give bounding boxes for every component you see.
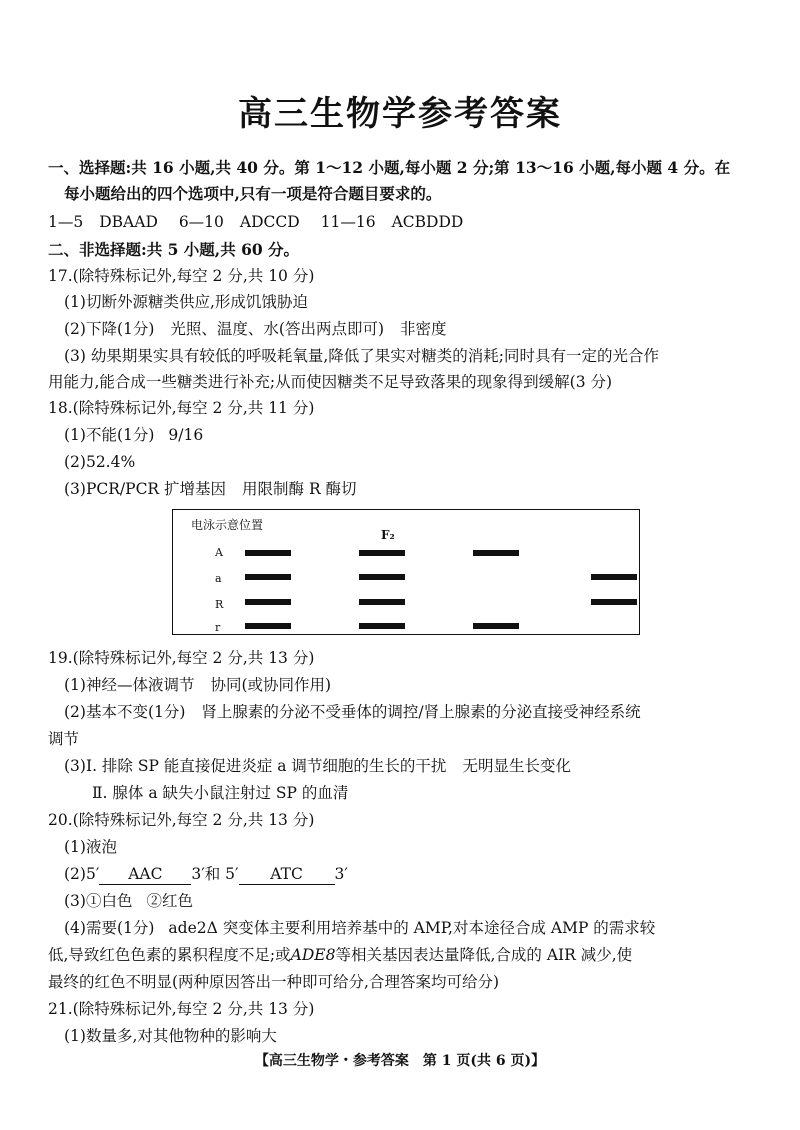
q20-answer-4-line2 [48, 945, 632, 965]
q21-header: 21.(除特殊标记外,每空 2 分,共 13 分) [48, 1000, 315, 1018]
q20-a4-part2: ade2Δ 突变体主要利用培养基中的 AMP,对本途径合成 AMP 的需求较 [168, 919, 656, 937]
q19-header: 19.(除特殊标记外,每空 2 分,共 13 分) [48, 649, 315, 667]
q19-a3-part1: (3)Ⅰ. 排除 SP 能直接促进炎症 a 调节细胞的生长的干扰 [64, 757, 447, 775]
gel-band [591, 599, 637, 605]
q18-answer-3 [64, 479, 357, 499]
q19-answer-1 [64, 675, 331, 695]
q20-a2-blank1: AAC [99, 864, 191, 885]
section1-line1: 一、选择题:共 16 小题,共 40 分。第 1～12 小题,每小题 2 分;第 13～16 小题,每小题 4 分。在 [48, 158, 731, 177]
q19-answer-2-line1 [64, 702, 641, 722]
section2-header: 二、非选择题:共 5 小题,共 60 分。 [48, 240, 300, 259]
gel-band [359, 623, 405, 629]
q17-a2-part2: 光照、温度、水(答出两点即可) [170, 320, 385, 338]
q19-a1-part2: 协同(或协同作用) [210, 676, 332, 694]
page-footer: 【高三生物学・参考答案 第 1 页(共 6 页)】 [254, 1053, 546, 1069]
q17-answer-3-line2: 用能力,能合成一些糖类进行补充;从而使因糖类不足导致落果的现象得到缓解(3 分) [48, 373, 613, 391]
gel-band [473, 550, 519, 556]
q21-answer-1: (1)数量多,对其他物种的影响大 [64, 1027, 277, 1045]
section1-line2: 每小题给出的四个选项中,只有一项是符合题目要求的。 [64, 184, 442, 203]
mc-answers [48, 212, 463, 232]
q20-answer-4-line3: 最终的红色不明显(两种原因答出一种即可给分,合理答案均可给分) [48, 973, 500, 991]
mc-range-3: 11—16 [320, 213, 376, 231]
mc-answer-1: DBAAD [99, 213, 158, 231]
gel-band [245, 599, 291, 605]
q18-a1-part2: 9/16 [168, 426, 204, 444]
gel-band [473, 623, 519, 629]
page-title: 高三生物学参考答案 [238, 94, 562, 134]
gel-row-label-r: r [215, 621, 221, 634]
gel-band [359, 574, 405, 580]
mc-answer-3: ACBDDD [391, 213, 464, 231]
gel-row-label-A: A [215, 546, 223, 559]
q20-a3-part2: ②红色 [146, 892, 193, 910]
q19-a2-part2: 肾上腺素的分泌不受垂体的调控/肾上腺素的分泌直接受神经系统 [201, 703, 641, 721]
q20-answer-4-line1 [64, 918, 655, 938]
q20-a2-prefix: (2)5′ [64, 865, 100, 883]
q20-a4-line2-part1: 低,导致红色色素的累积程度不足;或 [48, 946, 291, 964]
q18-a3-part2: 用限制酶 R 酶切 [242, 480, 357, 498]
gel-band [591, 574, 637, 580]
q20-header: 20.(除特殊标记外,每空 2 分,共 13 分) [48, 811, 315, 829]
q20-a3-part1: (3)①白色 [64, 892, 133, 910]
q20-answer-2 [64, 864, 348, 885]
q20-answer-1: (1)液泡 [64, 838, 117, 856]
q18-a1-part1: (1)不能(1分) [64, 426, 155, 444]
q20-a4-line2-part2: 等相关基因表达量降低,合成的 AIR 减少,使 [335, 946, 633, 964]
q19-a1-part1: (1)神经—体液调节 [64, 676, 195, 694]
q20-a4-part1: (4)需要(1分) [64, 919, 155, 937]
q20-a2-blank2: ATC [239, 864, 335, 885]
mc-answer-2: ADCCD [239, 213, 300, 231]
gel-row-label-R: R [215, 598, 224, 611]
gel-band [359, 550, 405, 556]
gel-band [245, 574, 291, 580]
q20-a4-gene: ADE8 [290, 946, 336, 964]
gel-f2-label: F₂ [381, 528, 395, 542]
gel-band [245, 550, 291, 556]
q20-a2-mid: 3′和 5′ [191, 865, 239, 883]
q19-answer-3 [64, 756, 571, 776]
q19-answer-2-line2: 调节 [48, 730, 80, 748]
q20-a2-suffix: 3′ [334, 865, 348, 883]
gel-band [359, 599, 405, 605]
q20-answer-3 [64, 891, 193, 911]
gel-band [245, 623, 291, 629]
electrophoresis-diagram [172, 509, 640, 635]
mc-range-2: 6—10 [178, 213, 224, 231]
q19-answer-3-line2: Ⅱ. 腺体 a 缺失小鼠注射过 SP 的血清 [92, 784, 349, 802]
q19-a2-part1: (2)基本不变(1分) [64, 703, 186, 721]
q18-a3-part1: (3)PCR/PCR 扩增基因 [64, 480, 227, 498]
q17-answer-3-line1: (3) 幼果期果实具有较低的呼吸耗氧量,降低了果实对糖类的消耗;同时具有一定的光合作 [64, 347, 660, 365]
q17-answer-2 [64, 319, 447, 339]
q19-a3-part2: 无明显生长变化 [462, 757, 571, 775]
mc-range-1: 1—5 [48, 213, 84, 231]
q17-answer-1: (1)切断外源糖类供应,形成饥饿胁迫 [64, 293, 308, 311]
q18-answer-1 [64, 425, 203, 445]
q17-header: 17.(除特殊标记外,每空 2 分,共 10 分) [48, 267, 315, 285]
gel-row-label-a: a [215, 572, 222, 585]
q18-answer-2: (2)52.4% [64, 453, 136, 471]
q18-header: 18.(除特殊标记外,每空 2 分,共 11 分) [48, 399, 315, 417]
gel-title: 电泳示意位置 [191, 518, 264, 532]
q17-a2-part1: (2)下降(1分) [64, 320, 155, 338]
q17-a2-part3: 非密度 [400, 320, 447, 338]
